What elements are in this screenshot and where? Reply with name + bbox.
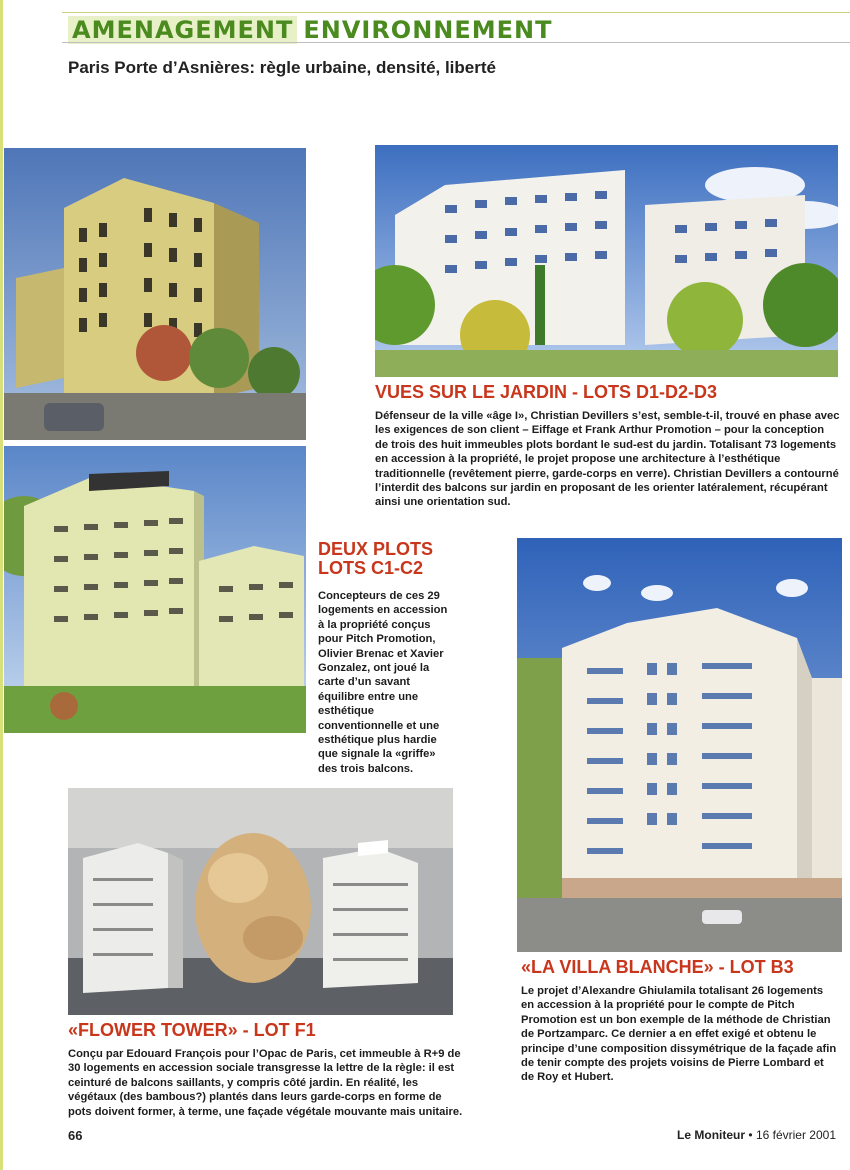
heading-jardin: VUES SUR LE JARDIN - LOTS D1-D2-D3 xyxy=(375,382,718,402)
bullet-separator: • xyxy=(748,1128,756,1142)
page-subtitle: Paris Porte d’Asnières: règle urbaine, densité, liberté xyxy=(68,58,496,77)
publication-line xyxy=(677,1128,836,1142)
photo-yellow-tower xyxy=(4,148,306,440)
page-edge xyxy=(0,0,3,1170)
heading-flower: «FLOWER TOWER» - LOT F1 xyxy=(68,1020,316,1040)
section-tag-environnement: ENVIRONNEMENT xyxy=(303,16,553,44)
body-jardin: Défenseur de la ville «âge I», Christian Devillers s’est, semble-t-il, trouvé en phase avec les exigences de son client – Eiffage et Frank Arthur Promotion – pour la conception de trois des huit immeubles plots bordant le sud-est du jardin. Totalisant 73 logements en accession à la propriété, le projet propose une architecture à l’esthétique traditionnelle (revêtement pierre, garde-corps en verre). Christian Devillers a contourné l’interdit des balcons sur jardin en proposant de les orienter latéralement, récupérant ainsi une orientation sud. xyxy=(375,410,840,509)
photo-villa-blanche xyxy=(517,538,842,952)
heading-plots-line1: DEUX PLOTS xyxy=(318,539,434,559)
body-villa: Le projet d’Alexandre Ghiulamila totalisant 26 logements en accession à la propriété pour le compte de Pitch Promotion est un bon exemple de la méthode de Christian de Portzamparc. Ce dernier a en effet exigé et obtenu le principe d’une composition dissymétrique de la façade afin de tenir compte des projets voisins de Pierre Lombard et de Roy et Hubert. xyxy=(521,985,837,1084)
body-plots: Concepteurs de ces 29 logements en accession à la propriété conçus pour Pitch Promotion, Olivier Brenac et Xavier Gonzalez, ont joué la carte d’un savant équilibre entre une esthétique conventionnelle et une esthétique plus hardie que signale la «griffe» des trois balcons. xyxy=(318,590,448,775)
photo-flower-tower xyxy=(68,788,453,1015)
heading-villa: «LA VILLA BLANCHE» - LOT B3 xyxy=(521,957,794,977)
heading-plots xyxy=(318,540,518,578)
publication-date: 16 février 2001 xyxy=(755,1128,836,1142)
section-tag xyxy=(68,16,553,44)
section-tag-amenagement: AMENAGEMENT xyxy=(68,16,297,44)
heading-plots-line2: LOTS C1-C2 xyxy=(318,557,424,578)
body-flower: Conçu par Edouard François pour l’Opac de Paris, cet immeuble à R+9 de 30 logements en accession sociale transgresse la lettre de la règle: il est ceinturé de balcons saillants, y compris côté jardin. En réalité, les végétaux (des bambous?) plantés dans leurs garde-corps en forme de pots doivent former, à terme, une façade végétale mouvante mais unitaire. xyxy=(68,1048,463,1118)
header-rule xyxy=(62,42,850,43)
publication-name: Le Moniteur xyxy=(677,1128,746,1142)
photo-jardin-buildings xyxy=(375,145,838,377)
page-number: 66 xyxy=(68,1128,83,1143)
photo-deux-plots xyxy=(4,446,306,733)
